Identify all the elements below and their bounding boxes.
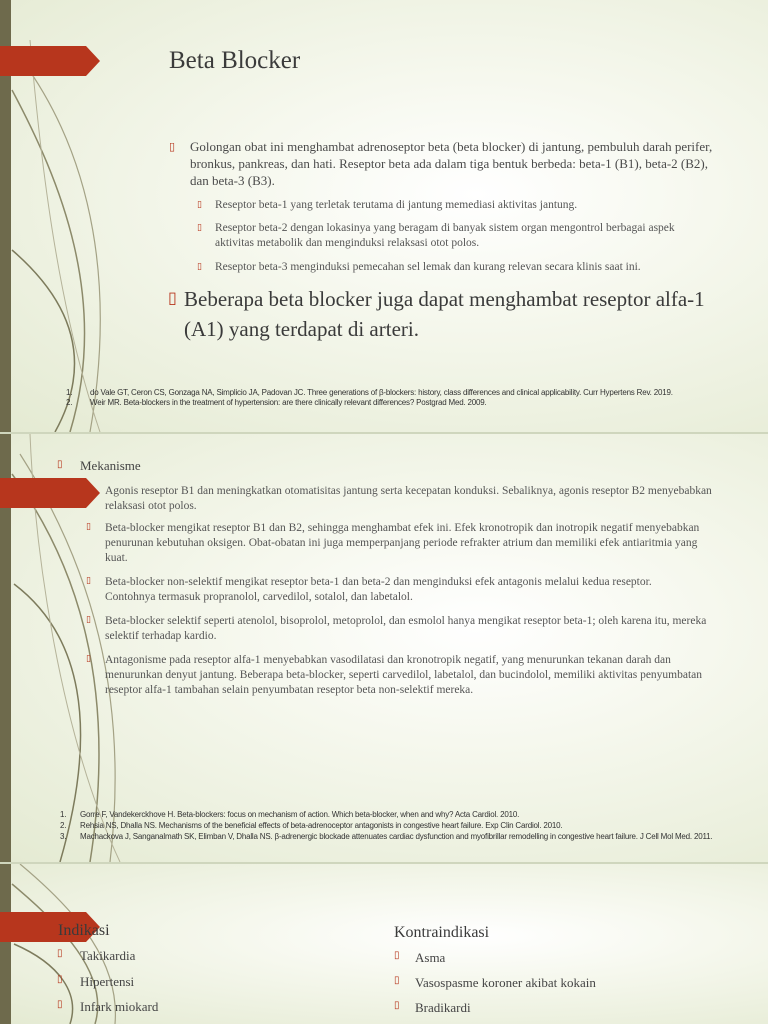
references [60, 810, 720, 854]
square-bullet-icon: ▯ [394, 1000, 400, 1011]
slide-indikasi-kontraindikasi [0, 864, 768, 1024]
square-bullet-icon: ▯ [57, 948, 63, 959]
mechanism-item: Agonis reseptor B1 dan meningkatkan otomatisitas jantung serta kecepatan konduksi. Sebaliknya, agonis reseptor B2 menyebabkan relaksasi otot polos. [105, 485, 712, 512]
accent-tab [0, 478, 100, 508]
reference-text: Machackova J, Sanganalmath SK, Elimban V, Dhalla NS. β-adrenergic blockade attenuates cardiac dysfunction and myofibrillar remodelling in congestive heart failure. J Cell Mol Med. 2011. [80, 832, 713, 841]
big-bullet-text: Beberapa beta blocker juga dapat menghambat reseptor alfa-1 (A1) yang terdapat di arteri. [184, 287, 705, 341]
sub-bullet-text: Reseptor beta-2 dengan lokasinya yang beragam di banyak sistem organ mengontrol berbagai aspek aktivitas metabolik dan menginduksi relaksasi otot polos. [215, 222, 675, 249]
slide-mekanisme [0, 434, 768, 862]
kontraindikasi-item: Asma [415, 950, 446, 965]
kontraindikasi-item: Vasospasme koroner akibat kokain [415, 975, 596, 990]
reference-text: Gorre F, Vandekerckhove H. Beta-blockers: focus on mechanism of action. Which beta-blocker, when and why? Acta Cardiol. 2010. [80, 810, 520, 819]
reference-number: 1. [66, 388, 73, 397]
reference-number: 1. [60, 810, 67, 819]
left-edge-bar [0, 864, 11, 1024]
kontraindikasi-item: Bradikardi [415, 1000, 471, 1015]
section-heading: Mekanisme [80, 458, 141, 473]
square-bullet-icon: ▯ [394, 975, 400, 986]
square-bullet-icon: ▯ [57, 974, 63, 985]
accent-tab [0, 46, 100, 76]
reference-number: 3. [60, 832, 67, 841]
slide-beta-blocker [0, 0, 768, 432]
sub-bullet-text: Reseptor beta-3 menginduksi pemecahan sel lemak dan kurang relevan secara klinis saat ini. [215, 261, 641, 273]
reference-number: 2. [60, 821, 67, 830]
reference-text: Weir MR. Beta-blockers in the treatment of hypertension: are there clinically relevant differences? Postgrad Med. 2009. [90, 398, 487, 407]
square-bullet-icon: ▯ [197, 222, 202, 232]
square-bullet-icon: ▯ [57, 459, 63, 470]
square-bullet-icon: ▯ [86, 575, 91, 585]
reference-text: do Vale GT, Ceron CS, Gonzaga NA, Simplicio JA, Padovan JC. Three generations of β-blockers: history, class differences and clinical applicability. Curr Hypertens Rev. 2019. [90, 388, 673, 397]
main-bullet-text: Golongan obat ini menghambat adrenoseptor beta (beta blocker) di jantung, pembuluh darah perifer, bronkus, pankreas, dan hati. Reseptor beta ada dalam tiga bentuk berbeda: beta-1 (B1), beta-2 (B2), dan beta-3 (B3). [190, 139, 713, 188]
indikasi-item: Hipertensi [80, 974, 135, 989]
sub-bullet-text: Reseptor beta-1 yang terletak terutama di jantung memediasi aktivitas jantung. [215, 199, 578, 211]
mechanism-item: Beta-blocker mengikat reseptor B1 dan B2, sehingga menghambat efek ini. Efek kronotropik dan inotropik negatif menyebabkan penurunan kebutuhan oksigen. Obat-obatan ini juga memperpanjang periode refrakter atrium dan memiliki efek antiaritmia yang kuat. [105, 522, 700, 564]
square-bullet-icon: ▯ [197, 199, 202, 209]
reference-number: 2. [66, 398, 73, 407]
square-bullet-icon: ▯ [168, 290, 177, 307]
references [60, 388, 740, 408]
mechanism-item: Beta-blocker non-selektif mengikat reseptor beta-1 dan beta-2 dan menginduksi efek antagonis melalui kedua reseptor. Contohnya termasuk propranolol, carvedilol, sotalol, dan labetalol. [105, 576, 652, 603]
square-bullet-icon: ▯ [394, 950, 400, 961]
kontraindikasi-heading: Kontraindikasi [394, 924, 490, 941]
mechanism-item: Beta-blocker selektif seperti atenolol, bisoprolol, metoprolol, dan esmolol hanya mengikat reseptor beta-1; oleh karena itu, mereka selektif terhadap kardio. [105, 615, 707, 642]
square-bullet-icon: ▯ [169, 141, 176, 153]
square-bullet-icon: ▯ [57, 999, 63, 1010]
square-bullet-icon: ▯ [86, 521, 91, 531]
square-bullet-icon: ▯ [197, 261, 202, 271]
square-bullet-icon: ▯ [86, 653, 91, 663]
reference-text: Rehsia NS, Dhalla NS. Mechanisms of the beneficial effects of beta-adrenoceptor antagonists in congestive heart failure. Exp Clin Cardiol. 2010. [80, 821, 563, 830]
indikasi-item: Infark miokard [80, 999, 159, 1014]
square-bullet-icon: ▯ [86, 614, 91, 624]
slide-title: Beta Blocker [169, 47, 301, 74]
indikasi-heading: Indikasi [58, 922, 110, 939]
mechanism-item: Antagonisme pada reseptor alfa-1 menyebabkan vasodilatasi dan kronotropik negatif, yang menurunkan tekanan darah dan menurunkan denyut jantung. Beberapa beta-blocker, seperti carvedilol, labetalol, dan bucindolol, memiliki aktivitas penyumbatan reseptor alfa-1 tambahan selain penyumbatan reseptor beta non-selektif mereka. [105, 654, 703, 696]
indikasi-item: Takikardia [80, 948, 136, 963]
